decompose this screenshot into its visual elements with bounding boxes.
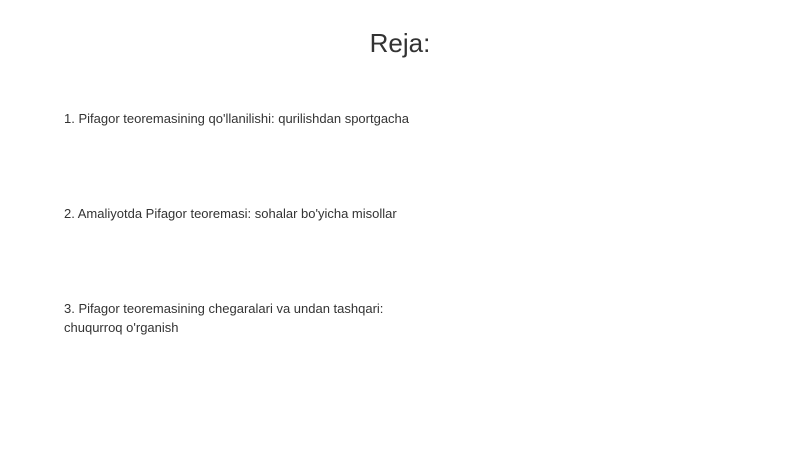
agenda-item-3: 3. Pifagor teoremasining chegaralari va undan tashqari: chuqurroq o'rganish	[64, 301, 384, 335]
agenda-item-2: 2. Amaliyotda Pifagor teoremasi: sohalar bo'yicha misollar	[64, 206, 397, 221]
slide-title: Reja:	[369, 28, 431, 58]
agenda-item-1: 1. Pifagor teoremasining qo'llanilishi: qurilishdan sportgacha	[64, 111, 410, 126]
